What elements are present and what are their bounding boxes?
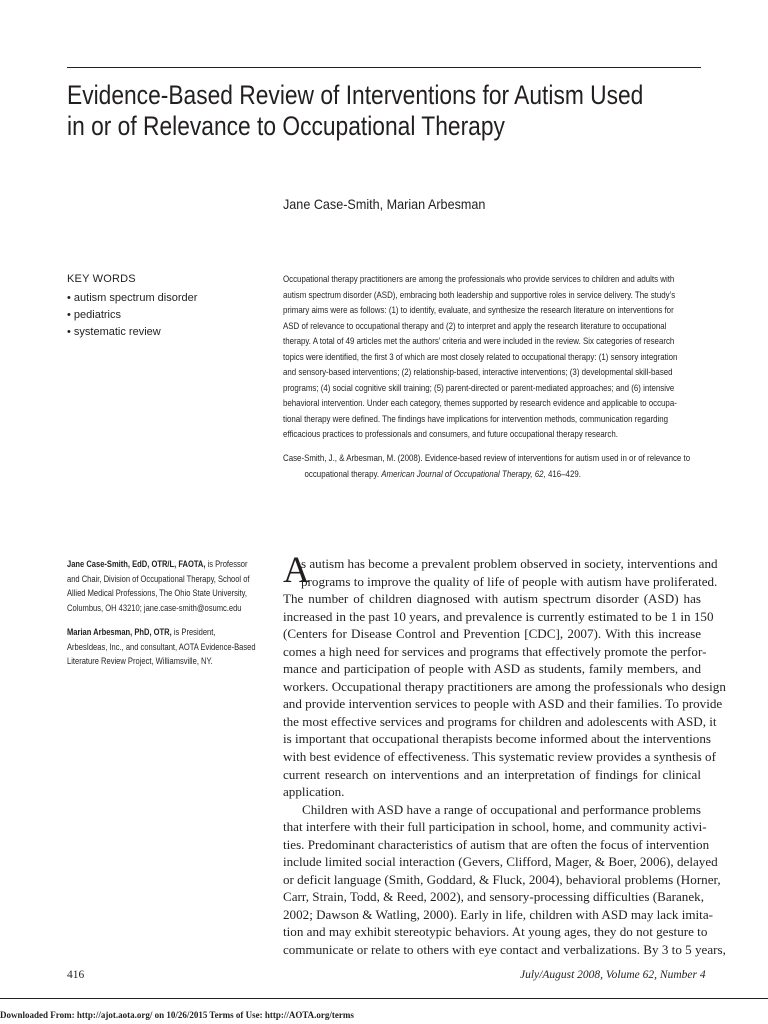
body-line: s autism has become a prevalent problem observed in society, interventions and [301,556,718,571]
affiliation-name: Marian Arbesman, PhD, OTR, [67,627,172,637]
footer-rule [0,998,768,999]
abstract-line: and sensory-based interventions; (2) relationship-based, interactive interventions; (3) developmental skill-based [283,367,673,377]
top-rule [67,67,701,68]
body-line: increased in the past 10 years, and prevalence is currently estimated to be 1 in 150 [283,608,714,624]
affiliation-line: Columbus, OH 43210; jane.case-smith@osumc.edu [67,602,242,613]
abstract [283,272,704,443]
affiliation-line: and Chair, Division of Occupational Therapy, School of [67,573,250,584]
affiliation-role: is Professor [205,559,248,569]
affiliation-line [67,625,269,640]
body-line: or deficit language (Smith, Goddard, & Fluck, 2004), behavioral problems (Horner, [283,871,721,887]
body-line: include limited social interaction (Gevers, Clifford, Mager, & Boer, 2006), delayed [283,854,718,870]
affiliation-line: ArbesIdeas, Inc., and consultant, AOTA Evidence-Based [67,641,256,652]
affiliation-role: is President, [171,627,216,637]
body-line: and provide intervention services to people with ASD and their families. To provide [283,696,723,712]
body-line: Children with ASD have a range of occupational and performance problems [302,801,701,817]
keywords-list [67,290,197,341]
affiliation-line: Literature Review Project, Williamsville, NY. [67,656,213,666]
abstract-line: ASD of relevance to occupational therapy and (2) to interpret and apply the research literature to occupational [283,320,667,331]
citation-pages: 416–429. [545,468,581,479]
body-text [283,550,726,959]
affiliation-name: Jane Case-Smith, EdD, OTR/L, FAOTA, [67,559,206,569]
abstract-line: topics were identified, the first 3 of which are most closely related to occupational therapy: (1) sensory integration [283,351,678,362]
citation-text: occupational therapy. [304,468,382,479]
page-number: 416 [67,969,85,981]
issue-info: July/August 2008, Volume 62, Number 4 [520,969,706,981]
keyword-item: • systematic review [67,324,197,341]
body-line: comes a high need for services and programs that effectively promote the perfor- [283,643,707,659]
author-list: Jane Case-Smith, Marian Arbesman [283,196,486,212]
body-line: ties. Predominant characteristics of autism that are often the focus of intervention [283,836,710,852]
body-line: with best evidence of effectiveness. This systematic review provides a synthesis of [283,749,716,765]
keyword-item: • autism spectrum disorder [67,290,197,307]
download-notice: Downloaded From: http://ajot.aota.org/ on 10/26/2015 Terms of Use: http://AOTA.org/terms [0,1010,354,1020]
author-affiliations [67,557,269,669]
keyword-item: • pediatrics [67,307,197,324]
abstract-line: efficacious practices to professionals and consumers, and future occupational therapy research. [283,429,618,439]
body-line: mance and participation of people with ASD as students, family members, and [283,661,701,677]
title-line-2: in or of Relevance to Occupational Therapy [67,111,505,141]
body-line: Carr, Strain, Todd, & Reed, 2002), and sensory-processing difficulties (Baranek, [283,889,704,905]
title-line-1: Evidence-Based Review of Interventions for Autism Used [67,80,644,110]
body-line: 2002; Dawson & Watling, 2000). Early in life, children with ASD may lack imita- [283,906,713,922]
drop-cap: A [283,550,310,591]
body-line: current research on interventions and an interpretation of findings for clinical [283,766,701,782]
body-line: programs to improve the quality of life of people with autism have proliferated. [301,573,718,589]
abstract-line: tional therapy were defined. The findings have implications for intervention methods, communication regarding [283,413,669,424]
abstract-line: primary aims were as follows: (1) to identify, evaluate, and synthesize the research literature on interventions for [283,305,674,315]
body-line: workers. Occupational therapy practitioners are among the professionals who design [283,678,726,694]
body-line: (Centers for Disease Control and Prevention [CDC], 2007). With this increase [283,626,701,642]
keywords-heading: KEY WORDS [67,273,136,285]
article-title [67,80,644,142]
citation [283,451,704,482]
affiliation-line [67,557,269,572]
citation-line: Case-Smith, J., & Arbesman, M. (2008). Evidence-based review of interventions for autism used in or of relevance to [283,453,691,463]
abstract-line: Occupational therapy practitioners are among the professionals who provide services to children and adults with [283,274,675,284]
affiliation-line: Allied Medical Professions, The Ohio State University, [67,588,247,598]
citation-line [283,467,704,483]
abstract-line: programs; (4) social cognitive skill training; (5) parent-directed or parent-mediated approaches; and (6) intensive [283,382,675,393]
body-line: tion and may exhibit stereotypic behaviors. At young ages, they do not gesture to [283,924,708,940]
abstract-line: autism spectrum disorder (ASD), embracing both leadership and supportive roles in service delivery. The study’s [283,289,676,300]
body-line: application. [283,784,345,800]
citation-journal: American Journal of Occupational Therapy, 62, [381,468,546,479]
body-line: The number of children diagnosed with autism spectrum disorder (ASD) has [283,591,701,607]
abstract-line: behavioral intervention. Under each category, themes supported by research evidence and applicable to occupa- [283,398,677,408]
abstract-line: therapy. A total of 49 articles met the authors’ criteria and were included in the review. Six categories of research [283,336,675,346]
body-line: that interfere with their full participation in school, home, and community activi- [283,819,707,835]
body-line: the most effective services and programs for children and adolescents with ASD, it [283,713,717,729]
body-line: is important that occupational therapists become informed about the interventions [283,731,711,747]
body-line: communicate or relate to others with eye contact and verbalizations. By 3 to 5 years, [283,942,726,958]
